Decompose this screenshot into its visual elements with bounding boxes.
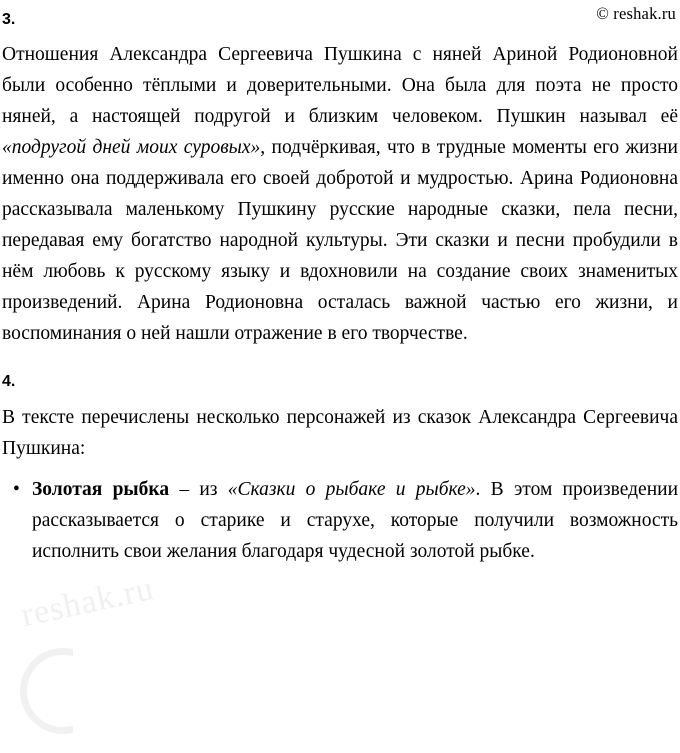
watermark (12, 570, 242, 738)
watermark-text: reshak.ru (18, 570, 158, 635)
question-4-number: 4. (2, 372, 16, 390)
character-name: Золотая рыбка (32, 479, 170, 501)
question-4-list (2, 474, 678, 567)
item-description: . В этом произведении рассказывается о старике и старухе, которые получили возможность исполнить свои желания благодаря чудесной золотой рыбке. (32, 479, 679, 563)
copyright-notice: © reshak.ru (596, 4, 676, 23)
question-3-block (2, 11, 678, 349)
list-item (2, 474, 678, 567)
question-3-answer (2, 39, 678, 349)
question-4-intro: В тексте перечислены несколько персонажей из сказок Александра Сергеевича Пушкина: (2, 407, 678, 460)
q3-text-part-2: , подчёркивая, что в трудные моменты его жизни именно она поддерживала его своей добротой и мудростью. Арина Родионовна рассказывала маленькому Пушкину русские народные сказки, пела песни, передавая ему богатство народной культуры. Эти сказки и песни пробудили в нём любовь к русскому языку и вдохновили на создание своих знаменитых произведений. Арина Родионовна осталась важной частью его жизни, и воспоминания о ней нашли отражение в его творчестве. (2, 136, 678, 344)
question-3-number: 3. (2, 11, 16, 28)
q3-quote: «подругой дней моих суровых» (2, 136, 261, 158)
item-source-title: «Сказки о рыбаке и рыбке» (227, 479, 476, 501)
q3-text-part-1: Отношения Александра Сергеевича Пушкина с няней Ариной Родионовной были особенно тёплыми и доверительными. Она была для поэта не просто няней, а настоящей подругой и близким человеком. Пушкин называл её (2, 43, 678, 127)
bullet-icon: • (13, 479, 20, 501)
item-dash: – из (169, 479, 228, 501)
question-4-block (2, 373, 678, 568)
watermark-circle-icon (20, 648, 106, 734)
